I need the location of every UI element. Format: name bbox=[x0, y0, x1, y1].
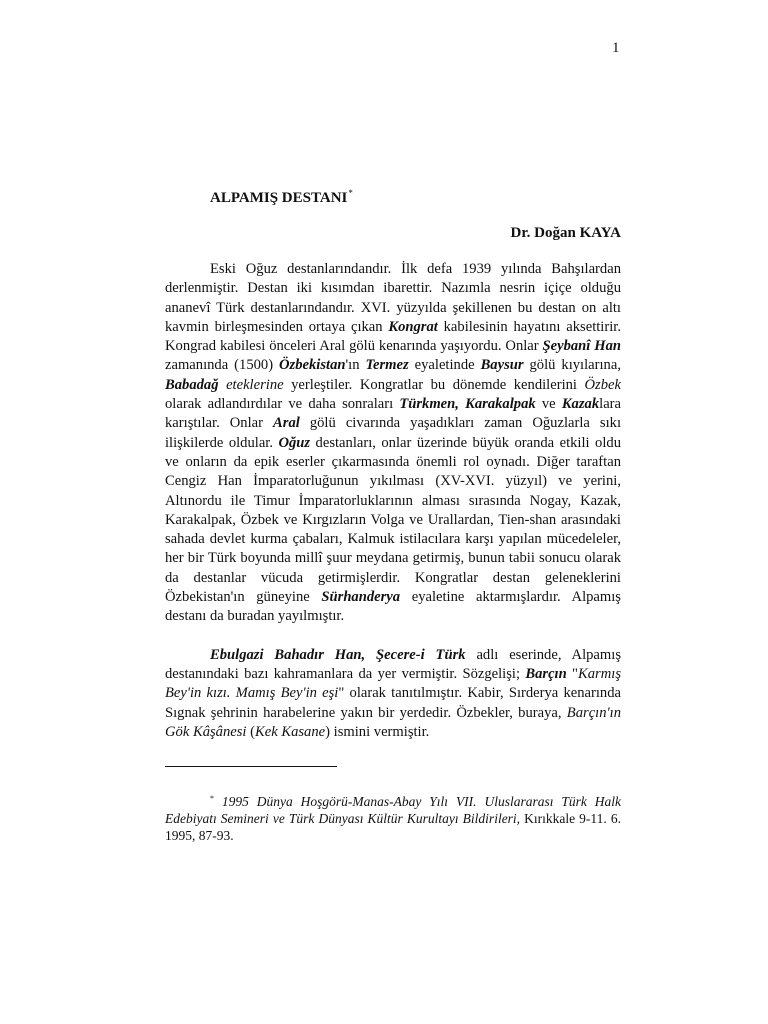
emphasis-run: Termez bbox=[365, 357, 409, 374]
italic-run: Barçın'ın Gök Kâşânesi bbox=[165, 704, 621, 740]
text-run: ( bbox=[246, 723, 255, 740]
footnote-text: Kırıkkale 9-11. 6. 1995, 87-93. bbox=[165, 811, 621, 843]
text-run: gölü kıyılarına, bbox=[523, 357, 621, 374]
text-run: olarak adlandırdılar ve daha sonraları bbox=[165, 396, 400, 413]
text-run: " bbox=[566, 665, 579, 682]
text-run: " olarak tanıtılmıştır. Kabir, Sırderya kenarında Sıgnak şehrinin harabelerine yakın bir yerdedir. Özbekler, buraya, bbox=[165, 685, 622, 721]
footnote bbox=[165, 790, 621, 844]
emphasis-run: Baysur bbox=[480, 357, 524, 374]
paragraph-2 bbox=[165, 646, 621, 742]
emphasis-run: Aral bbox=[273, 415, 300, 432]
emphasis-run: Kazak bbox=[561, 396, 600, 413]
italic-run: eteklerine bbox=[226, 376, 284, 393]
emphasis-run: Türkmen, Karakalpak bbox=[399, 396, 536, 413]
emphasis-run: Barçın bbox=[525, 665, 567, 682]
paragraph-1 bbox=[165, 260, 621, 627]
emphasis-run: Kongrat bbox=[388, 318, 438, 335]
italic-run: Karmış Bey'in kızı. Mamış Bey'in eşi bbox=[165, 665, 622, 702]
italic-run: Kek Kasane bbox=[255, 723, 326, 740]
footnote-marker: * bbox=[210, 794, 214, 803]
title-text: ALPAMIŞ DESTANI bbox=[210, 190, 348, 206]
italic-run: Özbek bbox=[584, 376, 621, 393]
footnote-divider bbox=[165, 766, 337, 767]
text-run: eyaletine aktarmışlardır. Alpamış destanı da buradan yayılmıştır. bbox=[165, 589, 621, 625]
text-run: ) ismini vermiştir. bbox=[325, 723, 430, 740]
text-run: yerleştiler. Kongratlar bu dönemde kendilerini bbox=[283, 376, 585, 393]
text-run: eyaletinde bbox=[408, 357, 481, 374]
emphasis-run: Şeybanî Han bbox=[542, 338, 621, 355]
document-title bbox=[210, 188, 353, 207]
emphasis-run: Babadağ bbox=[165, 376, 219, 393]
title-footnote-marker: * bbox=[348, 188, 353, 198]
text-run: zamanında (1500) bbox=[165, 357, 280, 374]
text-run: 'ın bbox=[345, 357, 366, 374]
text-run: ve bbox=[535, 396, 562, 413]
body-text bbox=[165, 260, 621, 742]
text-run: kabilesinin hayatını aksettirir. Kongrad kabilesi önceleri Aral gölü kenarında yaşıyordu. Onlar bbox=[165, 318, 621, 355]
page-number: 1 bbox=[612, 40, 620, 56]
emphasis-run: Sürhanderya bbox=[321, 589, 401, 606]
emphasis-run: Oğuz bbox=[278, 434, 311, 451]
emphasis-run: Ebulgazi Bahadır Han, Şecere-i Türk bbox=[210, 646, 466, 663]
text-run bbox=[219, 377, 227, 393]
text-run: adlı eserinde, Alpamış destanındaki bazı kahramanlara da yer vermiştir. Sözgelişi; bbox=[165, 646, 621, 682]
text-run: destanları, onlar üzerinde büyük oranda etkili oldu ve onların da epik eserler çıkarmasında önemli rol oynadı. Diğer taraftan Cengiz Han İmparatorluğunun yıkılması (XV-XVI. yüzyıl) ve yerini, Altınordu ile Timur İmparatorluklarının alması sırasında Nogay, Kazak, Karakalpak, Özbek ve Kırgızların Volga ve Urallardan, Tien-shan arasındaki sahada devlet kurma çabaları, Kalmuk istilacılara karşı yapılan mücedeleler, her bir Türk boyunda millî şuur meydana getirmiş, bunun tabii sonucu olarak da destanlar vücuda getirmişlerdir. Kongratlar destan geleneklerini Özbekistan'ın güneyine bbox=[165, 434, 621, 606]
author-name: Dr. Doğan KAYA bbox=[510, 225, 621, 241]
text-run: gölü civarında yaşadıkları zaman Oğuzlarla sıkı ilişkilerde oldular. bbox=[165, 415, 621, 451]
text-run: Eski Oğuz destanlarındandır. İlk defa 1939 yılında Bahşılardan derlenmiştir. Destan iki kısımdan ibarettir. Nazımla nesrin içiçe olduğu ananevî Türk destanlarındandır. XVI. yüzyılda şekillenen bu destan on altı kavmin birleşmesinden ortaya çıkan bbox=[165, 261, 621, 335]
text-run: lara karıştılar. Onlar bbox=[165, 396, 622, 432]
emphasis-run: Özbekistan bbox=[279, 357, 346, 374]
footnote-italic-text: 1995 Dünya Hoşgörü-Manas-Abay Yılı VII. Uluslararası Türk Halk Edebiyatı Semineri ve Türk Dünyası Kültür Kurultayı Bildirileri, bbox=[165, 794, 621, 826]
